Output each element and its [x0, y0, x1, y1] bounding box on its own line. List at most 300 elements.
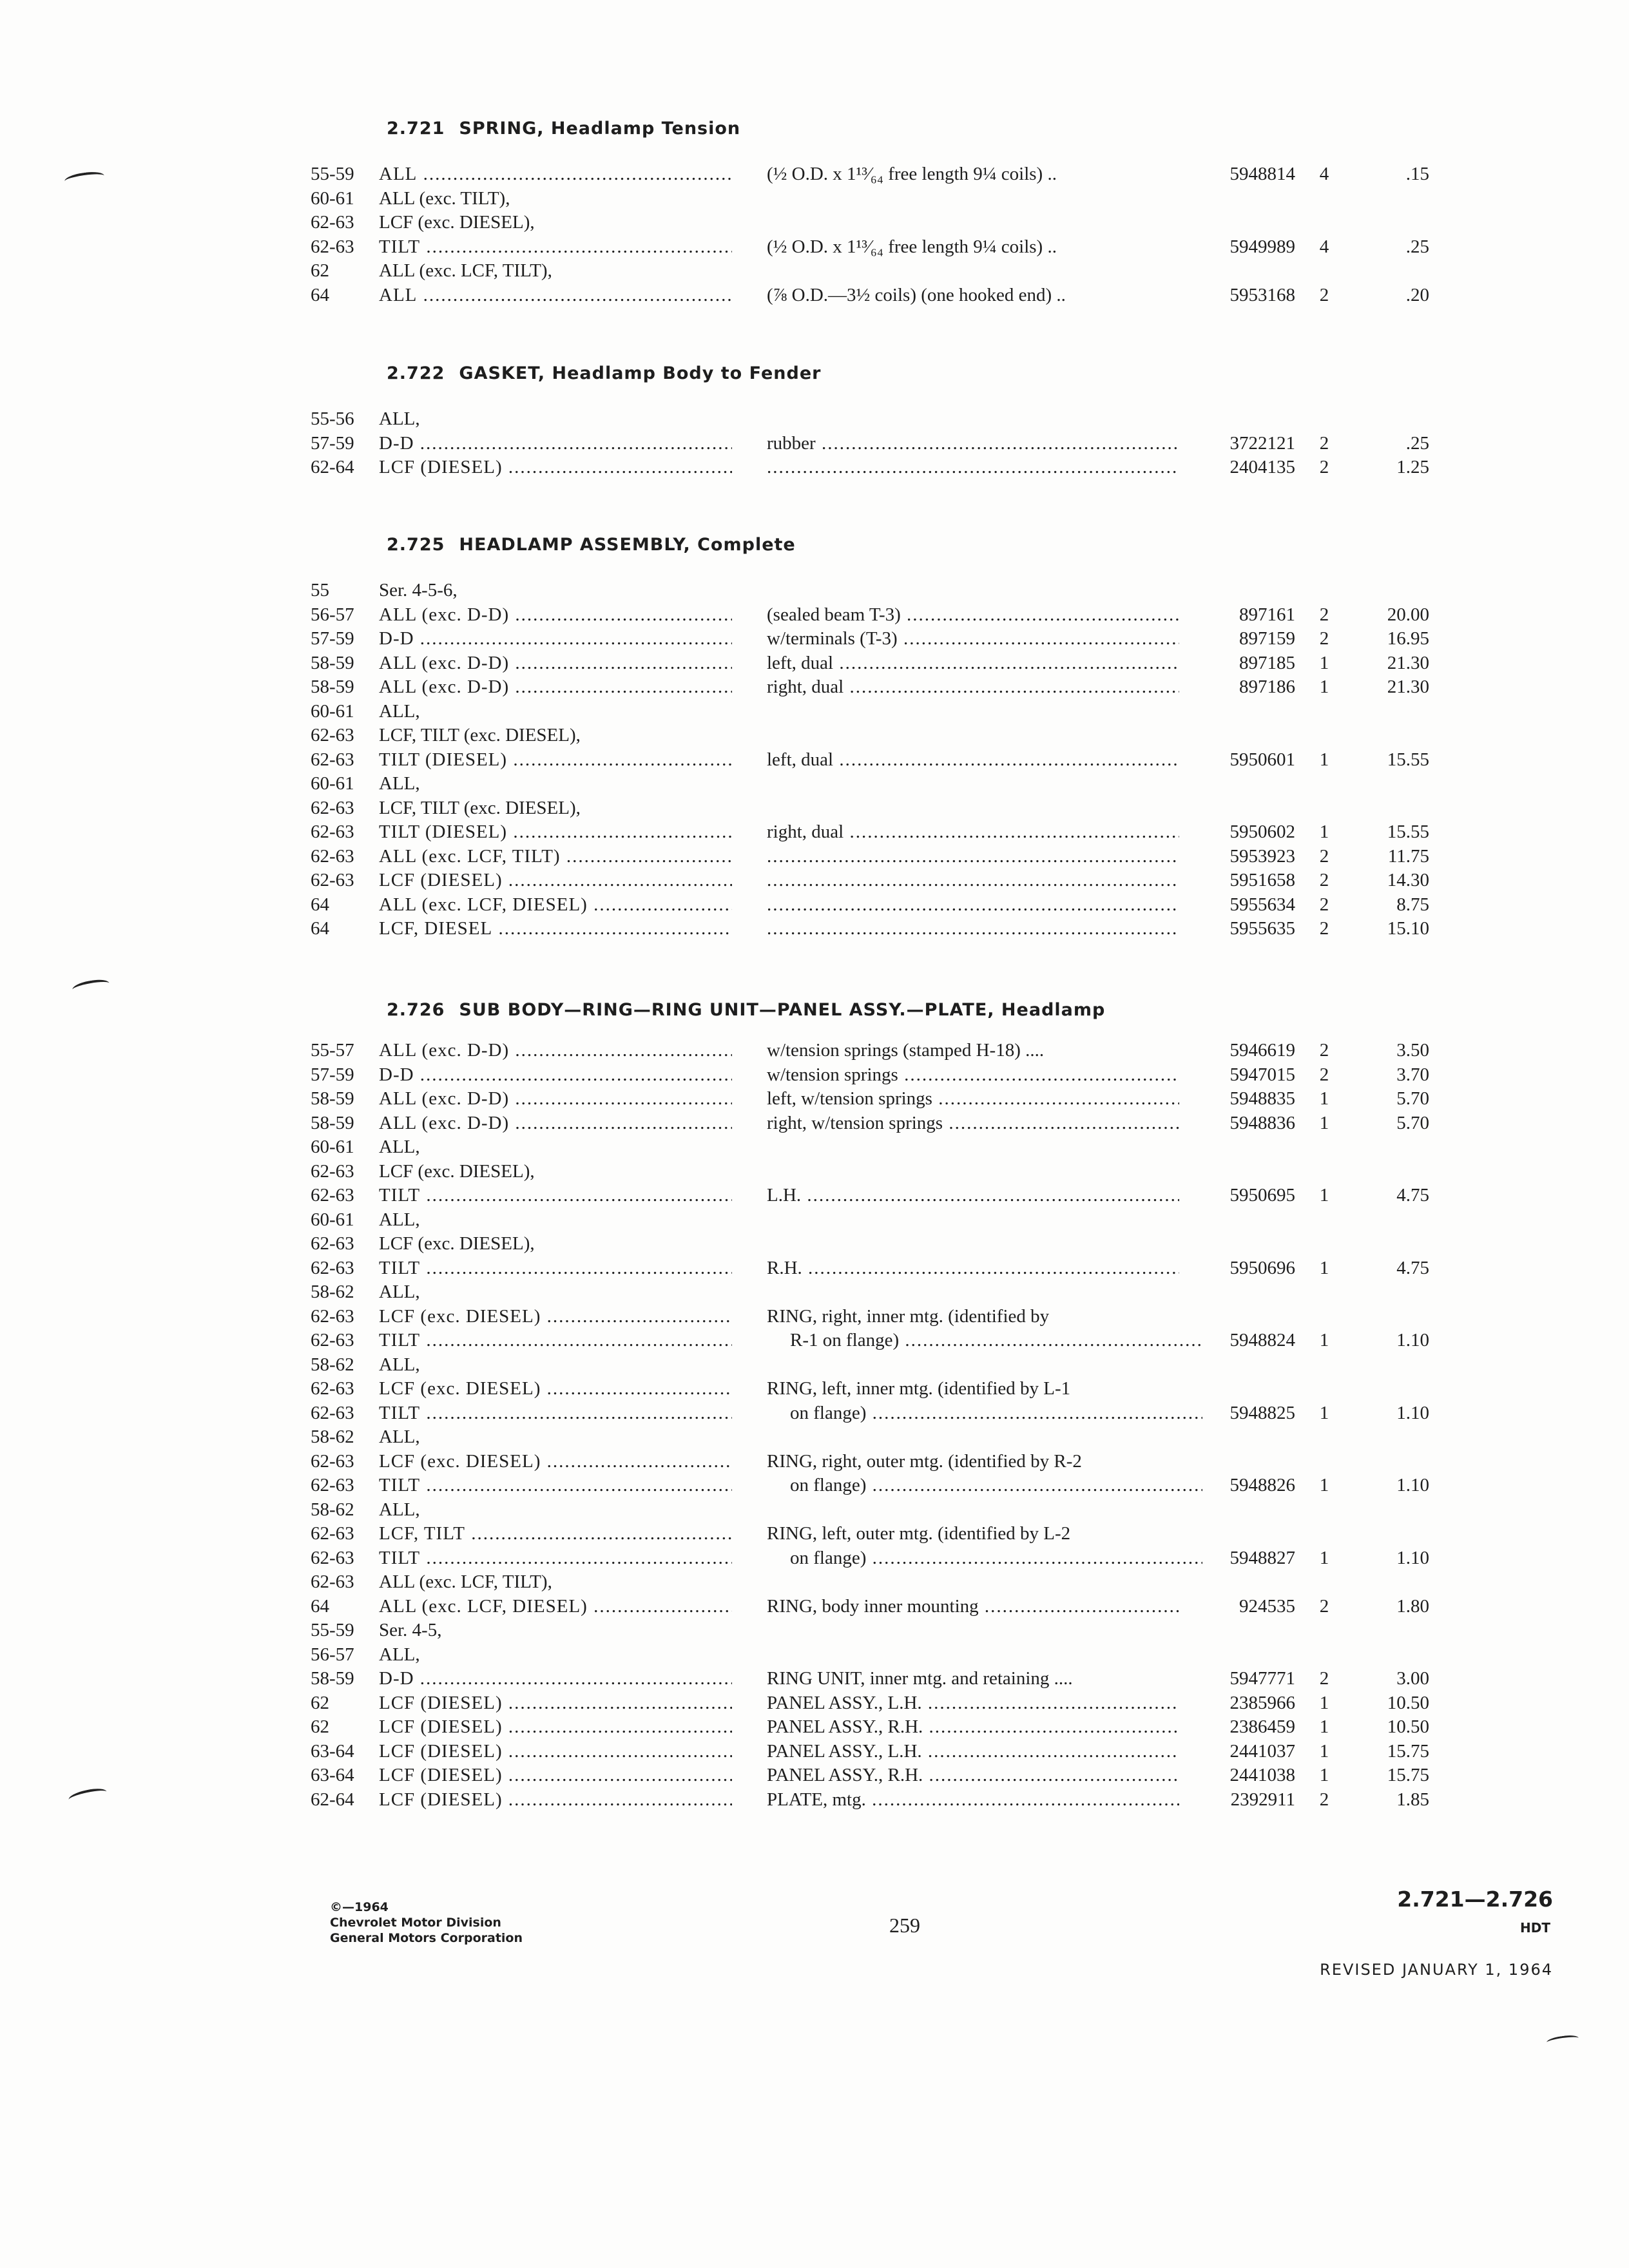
parts-row [0, 1208, 1629, 1233]
list-price [1353, 893, 1429, 918]
year-range [311, 259, 372, 284]
part-number [1182, 917, 1295, 941]
quantity-text: 2 [1319, 432, 1329, 454]
parts-row [0, 796, 1629, 821]
year-range [311, 820, 372, 845]
list-price-text: 3.00 [1396, 1668, 1429, 1689]
part-description-text: RING, body inner mounting ..... [767, 1596, 1179, 1617]
model-application [379, 1280, 732, 1305]
year-range-text: 62-63 [311, 797, 354, 818]
part-description-text: PANEL ASSY., L.H. ..... [767, 1741, 1179, 1762]
part-description-text: RING, left, outer mtg. (identified by L-2 [767, 1523, 1071, 1544]
part-description-text: RING, left, inner mtg. (identified by L-1 [767, 1378, 1071, 1399]
parts-row [0, 748, 1629, 773]
list-price [1353, 162, 1429, 187]
part-number-text: 2404135 [1229, 457, 1295, 477]
part-description-text: RING, right, outer mtg. (identified by R-2 [767, 1450, 1082, 1472]
part-description-text: right, w/tension springs ..... [767, 1113, 1179, 1133]
part-number-text: 5955634 [1229, 894, 1295, 915]
part-number [1182, 432, 1295, 456]
parts-row [0, 1522, 1629, 1546]
year-range-text: 62-64 [311, 457, 354, 477]
quantity-text: 2 [1319, 918, 1329, 939]
model-application-text: TILT ..... [379, 236, 732, 257]
model-application-text: ALL (exc. LCF, DIESEL) ..... [379, 894, 732, 915]
year-range-text: 62-63 [311, 822, 354, 842]
model-application [379, 1232, 732, 1256]
year-range-text: 57-59 [311, 1064, 354, 1085]
part-number-text: 5948825 [1229, 1402, 1295, 1423]
year-range-text: 55 [311, 580, 329, 601]
year-range [311, 579, 372, 603]
list-price [1353, 1184, 1429, 1208]
list-price [1353, 1667, 1429, 1691]
parts-row [0, 869, 1629, 893]
part-description [767, 917, 1179, 941]
part-number [1182, 284, 1295, 308]
parts-row [0, 700, 1629, 724]
part-description-text: R.H. ..... [767, 1258, 1179, 1278]
year-range-text: 62-63 [311, 212, 354, 233]
parts-row [0, 1643, 1629, 1667]
model-application-text: TILT (DIESEL) ..... [379, 749, 732, 770]
model-application [379, 187, 732, 211]
year-range-text: 62-63 [311, 1257, 354, 1278]
quantity-text: 1 [1319, 822, 1329, 842]
part-number [1182, 1667, 1295, 1691]
year-range-text: 60-61 [311, 1209, 354, 1230]
list-price [1353, 1087, 1429, 1111]
part-number-text: 5948827 [1229, 1547, 1295, 1568]
parts-row [0, 845, 1629, 869]
section-name: GASKET, Headlamp Body to Fender [459, 363, 822, 383]
model-application-text: TILT ..... [379, 1548, 732, 1568]
section-number: 2.725 [387, 535, 445, 555]
model-application [379, 651, 732, 676]
model-application-text: TILT ..... [379, 1403, 732, 1423]
list-price [1353, 1763, 1429, 1788]
parts-row [0, 1474, 1629, 1498]
part-description-text [767, 846, 1179, 867]
year-range [311, 1160, 372, 1184]
list-price-text: 5.70 [1396, 1112, 1429, 1133]
part-description [767, 1401, 1202, 1426]
year-range [311, 893, 372, 918]
model-application-text: Ser. 4-5-6, [379, 580, 458, 601]
part-number-text: 5955635 [1229, 918, 1295, 939]
part-number [1182, 1063, 1295, 1088]
parts-list [0, 407, 1629, 480]
section-number: 2.722 [387, 363, 445, 383]
parts-row [0, 1401, 1629, 1426]
quantity [1302, 1474, 1347, 1498]
year-range-text: 63-64 [311, 1740, 354, 1762]
part-description-text: w/terminals (T-3) ..... [767, 628, 1179, 649]
year-range [311, 1329, 372, 1353]
model-application-text: LCF (DIESEL) ..... [379, 1716, 732, 1737]
part-description [767, 432, 1179, 456]
list-price-text: 1.10 [1396, 1475, 1429, 1495]
list-price [1353, 651, 1429, 676]
publisher-block [330, 1899, 523, 1946]
section-title [387, 1000, 1105, 1020]
year-range [311, 1087, 372, 1111]
part-number-text: 5946619 [1229, 1040, 1295, 1061]
model-application [379, 259, 732, 284]
quantity [1302, 651, 1347, 676]
model-application [379, 675, 732, 700]
parts-row [0, 432, 1629, 456]
model-application-text: ALL ..... [379, 164, 732, 184]
model-application-text: ALL, [379, 773, 420, 794]
year-range [311, 1619, 372, 1643]
quantity-text: 2 [1319, 1064, 1329, 1085]
part-description [767, 627, 1179, 651]
parts-list [0, 1039, 1629, 1812]
parts-row [0, 1691, 1629, 1716]
part-description [767, 1595, 1179, 1619]
year-range [311, 1570, 372, 1595]
model-application-text: ALL, [379, 1282, 420, 1302]
parts-row [0, 579, 1629, 603]
section-number: 2.726 [387, 1000, 445, 1020]
model-application [379, 700, 732, 724]
year-range-text: 62-63 [311, 1233, 354, 1254]
part-description-text: PANEL ASSY., L.H. ..... [767, 1693, 1179, 1713]
list-price-text: 15.75 [1387, 1740, 1429, 1762]
year-range [311, 1691, 372, 1716]
year-range [311, 1063, 372, 1088]
model-application [379, 1135, 732, 1160]
section-name: HEADLAMP ASSEMBLY, Complete [459, 535, 796, 555]
model-application [379, 456, 732, 480]
model-application [379, 1643, 732, 1667]
parts-row [0, 162, 1629, 187]
quantity-text: 2 [1319, 1668, 1329, 1689]
year-range-text: 62 [311, 1716, 329, 1737]
list-price [1353, 1788, 1429, 1812]
part-number-text: 5950696 [1229, 1257, 1295, 1278]
part-description [767, 603, 1179, 628]
part-description-text [767, 894, 1179, 915]
model-application-text: Ser. 4-5, [379, 1620, 442, 1640]
list-price-text: 3.70 [1396, 1064, 1429, 1085]
list-price [1353, 917, 1429, 941]
part-number-text: 897159 [1239, 628, 1295, 649]
model-application [379, 627, 732, 651]
part-description [767, 1184, 1179, 1208]
year-range-text: 56-57 [311, 604, 354, 625]
parts-row [0, 1256, 1629, 1281]
part-number-text: 5953923 [1229, 845, 1295, 867]
list-price-text: 8.75 [1396, 894, 1429, 915]
model-application-text: TILT ..... [379, 1330, 732, 1350]
year-range [311, 724, 372, 748]
quantity [1302, 1715, 1347, 1740]
quantity [1302, 627, 1347, 651]
part-description-text: left, w/tension springs ..... [767, 1088, 1179, 1109]
parts-row [0, 1740, 1629, 1764]
list-price-text: 15.10 [1387, 918, 1429, 939]
list-price-text: 3.50 [1396, 1040, 1429, 1061]
model-application-text: D-D ..... [379, 433, 732, 454]
model-application [379, 845, 732, 869]
division: Chevrolet Motor Division [330, 1916, 501, 1930]
quantity [1302, 1063, 1347, 1088]
model-application-text: LCF, DIESEL ..... [379, 918, 732, 939]
model-application [379, 579, 732, 603]
list-price [1353, 1546, 1429, 1571]
year-range [311, 1450, 372, 1474]
quantity [1302, 1256, 1347, 1281]
year-range [311, 1498, 372, 1523]
year-range-text: 62-63 [311, 1450, 354, 1472]
model-application [379, 1160, 732, 1184]
parts-row [0, 211, 1629, 235]
year-range-text: 60-61 [311, 187, 354, 209]
model-application [379, 1474, 732, 1498]
quantity [1302, 235, 1347, 260]
model-application-text: ALL, [379, 1644, 420, 1665]
model-application-text: ALL, [379, 1137, 420, 1157]
list-price [1353, 675, 1429, 700]
part-description [767, 893, 1179, 918]
model-application [379, 796, 732, 821]
year-range-text: 60-61 [311, 773, 354, 794]
parts-row [0, 1619, 1629, 1643]
year-range [311, 1111, 372, 1136]
list-price-text: 1.10 [1396, 1547, 1429, 1568]
part-number-text: 5948824 [1229, 1330, 1295, 1350]
list-price-text: 10.50 [1387, 1692, 1429, 1713]
year-range [311, 1474, 372, 1498]
part-description-text: RING, right, inner mtg. (identified by [767, 1305, 1050, 1327]
list-price [1353, 627, 1429, 651]
part-number [1182, 845, 1295, 869]
parts-row [0, 1377, 1629, 1401]
part-description-text: on flange) ..... [790, 1475, 1202, 1495]
part-number [1182, 456, 1295, 480]
section-title [387, 363, 821, 383]
year-range [311, 1740, 372, 1764]
year-range [311, 651, 372, 676]
part-number [1182, 627, 1295, 651]
section-range: 2.721—2.726 [1397, 1887, 1553, 1912]
quantity [1302, 1763, 1347, 1788]
model-application [379, 407, 732, 432]
year-range [311, 456, 372, 480]
parts-row [0, 1667, 1629, 1691]
model-application [379, 1691, 732, 1716]
list-price [1353, 1715, 1429, 1740]
model-application-text: ALL, [379, 700, 420, 722]
model-application-text: ALL (exc. LCF, TILT), [379, 260, 552, 281]
year-range-text: 58-59 [311, 677, 354, 697]
model-application [379, 869, 732, 893]
model-application [379, 1087, 732, 1111]
part-description [767, 1740, 1179, 1764]
year-range [311, 869, 372, 893]
model-application-text: LCF (exc. DIESEL), [379, 1160, 535, 1182]
quantity-text: 1 [1319, 1330, 1329, 1350]
part-description [767, 1256, 1179, 1281]
model-application-text: ALL (exc. D-D) ..... [379, 677, 732, 697]
model-application [379, 820, 732, 845]
list-price-text: 16.95 [1387, 628, 1429, 649]
part-number [1182, 651, 1295, 676]
model-application-text: D-D ..... [379, 1668, 732, 1689]
revision-date: REVISED JANUARY 1, 1964 [1320, 1961, 1553, 1979]
quantity-text: 1 [1319, 1716, 1329, 1737]
part-description [767, 162, 1179, 187]
list-price [1353, 1595, 1429, 1619]
part-number [1182, 235, 1295, 260]
parts-row [0, 1546, 1629, 1571]
list-price [1353, 603, 1429, 628]
model-application-text: LCF (DIESEL) ..... [379, 457, 732, 477]
quantity [1302, 1087, 1347, 1111]
part-description-text: L.H. ..... [767, 1185, 1179, 1206]
part-description [767, 456, 1179, 480]
model-application-text: LCF (DIESEL) ..... [379, 870, 732, 890]
list-price-text: 21.30 [1387, 677, 1429, 697]
list-price [1353, 869, 1429, 893]
year-range-text: 60-61 [311, 700, 354, 722]
part-number [1182, 603, 1295, 628]
model-application-text: LCF (DIESEL) ..... [379, 1741, 732, 1762]
model-application [379, 1305, 732, 1329]
list-price-text: .25 [1405, 236, 1429, 257]
model-application [379, 724, 732, 748]
parts-row [0, 1763, 1629, 1788]
parts-row [0, 1184, 1629, 1208]
model-application-text: TILT ..... [379, 1185, 732, 1206]
list-price-text: 1.10 [1396, 1330, 1429, 1350]
part-number [1182, 1256, 1295, 1281]
part-number-text: 897185 [1239, 652, 1295, 673]
part-description-text: left, dual ..... [767, 653, 1179, 673]
parts-row [0, 772, 1629, 796]
quantity-text: 1 [1319, 677, 1329, 697]
year-range [311, 1353, 372, 1378]
list-price [1353, 1111, 1429, 1136]
year-range-text: 62-63 [311, 725, 354, 745]
quantity-text: 2 [1319, 628, 1329, 649]
part-number [1182, 162, 1295, 187]
list-price-text: 4.75 [1396, 1257, 1429, 1278]
year-range [311, 211, 372, 235]
parts-row [0, 1063, 1629, 1088]
model-application-text: LCF, TILT (exc. DIESEL), [379, 797, 581, 818]
quantity-text: 2 [1319, 457, 1329, 477]
model-application [379, 211, 732, 235]
parts-row [0, 603, 1629, 628]
model-application-text: ALL, [379, 1354, 420, 1375]
quantity-text: 1 [1319, 749, 1329, 770]
model-application-text: ALL (exc. D-D) ..... [379, 1113, 732, 1133]
part-number [1182, 675, 1295, 700]
part-description [767, 1763, 1179, 1788]
quantity [1302, 1184, 1347, 1208]
year-range-text: 58-59 [311, 652, 354, 673]
model-application-text: LCF (exc. DIESEL) ..... [379, 1306, 732, 1327]
parts-row [0, 651, 1629, 676]
part-number-text: 5948826 [1229, 1475, 1295, 1495]
year-range [311, 748, 372, 773]
model-application-text: ALL ..... [379, 285, 732, 305]
model-application [379, 1256, 732, 1281]
list-price-text: 15.75 [1387, 1765, 1429, 1785]
list-price-text: 11.75 [1387, 845, 1429, 867]
year-range-text: 62-63 [311, 749, 354, 770]
year-range [311, 1280, 372, 1305]
model-application-text: LCF, TILT ..... [379, 1523, 732, 1544]
list-price-text: 15.55 [1387, 749, 1429, 770]
part-number [1182, 1546, 1295, 1571]
parts-row [0, 284, 1629, 308]
part-description-text: w/tension springs ..... [767, 1064, 1179, 1085]
list-price [1353, 1401, 1429, 1426]
parts-row [0, 1595, 1629, 1619]
part-description [767, 1667, 1179, 1691]
list-price [1353, 820, 1429, 845]
part-description-text: PLATE, mtg. ..... [767, 1789, 1179, 1810]
parts-row [0, 1039, 1629, 1063]
part-description [767, 1329, 1202, 1353]
part-description-text [767, 870, 1179, 890]
quantity [1302, 1329, 1347, 1353]
year-range [311, 1425, 372, 1450]
year-range [311, 1232, 372, 1256]
list-price [1353, 432, 1429, 456]
quantity-text: 1 [1319, 1402, 1329, 1423]
quantity-text: 1 [1319, 1547, 1329, 1568]
model-application [379, 1667, 732, 1691]
part-description-text: (½ O.D. x 1¹³⁄₆₄ free length 9¼ coils) .. [767, 164, 1057, 184]
year-range-text: 60-61 [311, 1137, 354, 1157]
year-range-text: 62-63 [311, 1523, 354, 1544]
model-application [379, 1353, 732, 1378]
model-application [379, 1111, 732, 1136]
model-application [379, 432, 732, 456]
parts-row [0, 1280, 1629, 1305]
list-price-text: 1.10 [1396, 1402, 1429, 1423]
quantity-text: 1 [1319, 1257, 1329, 1278]
year-range-text: 58-62 [311, 1282, 354, 1302]
list-price-text: 21.30 [1387, 652, 1429, 673]
model-application-text: LCF, TILT (exc. DIESEL), [379, 725, 581, 745]
parts-list [0, 579, 1629, 941]
quantity [1302, 893, 1347, 918]
parts-row [0, 1087, 1629, 1111]
margin-mark [72, 977, 110, 995]
part-number [1182, 820, 1295, 845]
list-price [1353, 1256, 1429, 1281]
quantity [1302, 820, 1347, 845]
parts-row [0, 407, 1629, 432]
year-range [311, 1208, 372, 1233]
parts-row [0, 724, 1629, 748]
part-description [767, 1450, 1179, 1474]
list-price [1353, 1329, 1429, 1353]
model-application-text: ALL (exc. D-D) ..... [379, 1088, 732, 1109]
part-description [767, 651, 1179, 676]
list-price [1353, 456, 1429, 480]
part-description-text: (⅞ O.D.—3½ coils) (one hooked end) .. [767, 284, 1066, 305]
model-application [379, 1425, 732, 1450]
quantity [1302, 603, 1347, 628]
part-number [1182, 748, 1295, 773]
